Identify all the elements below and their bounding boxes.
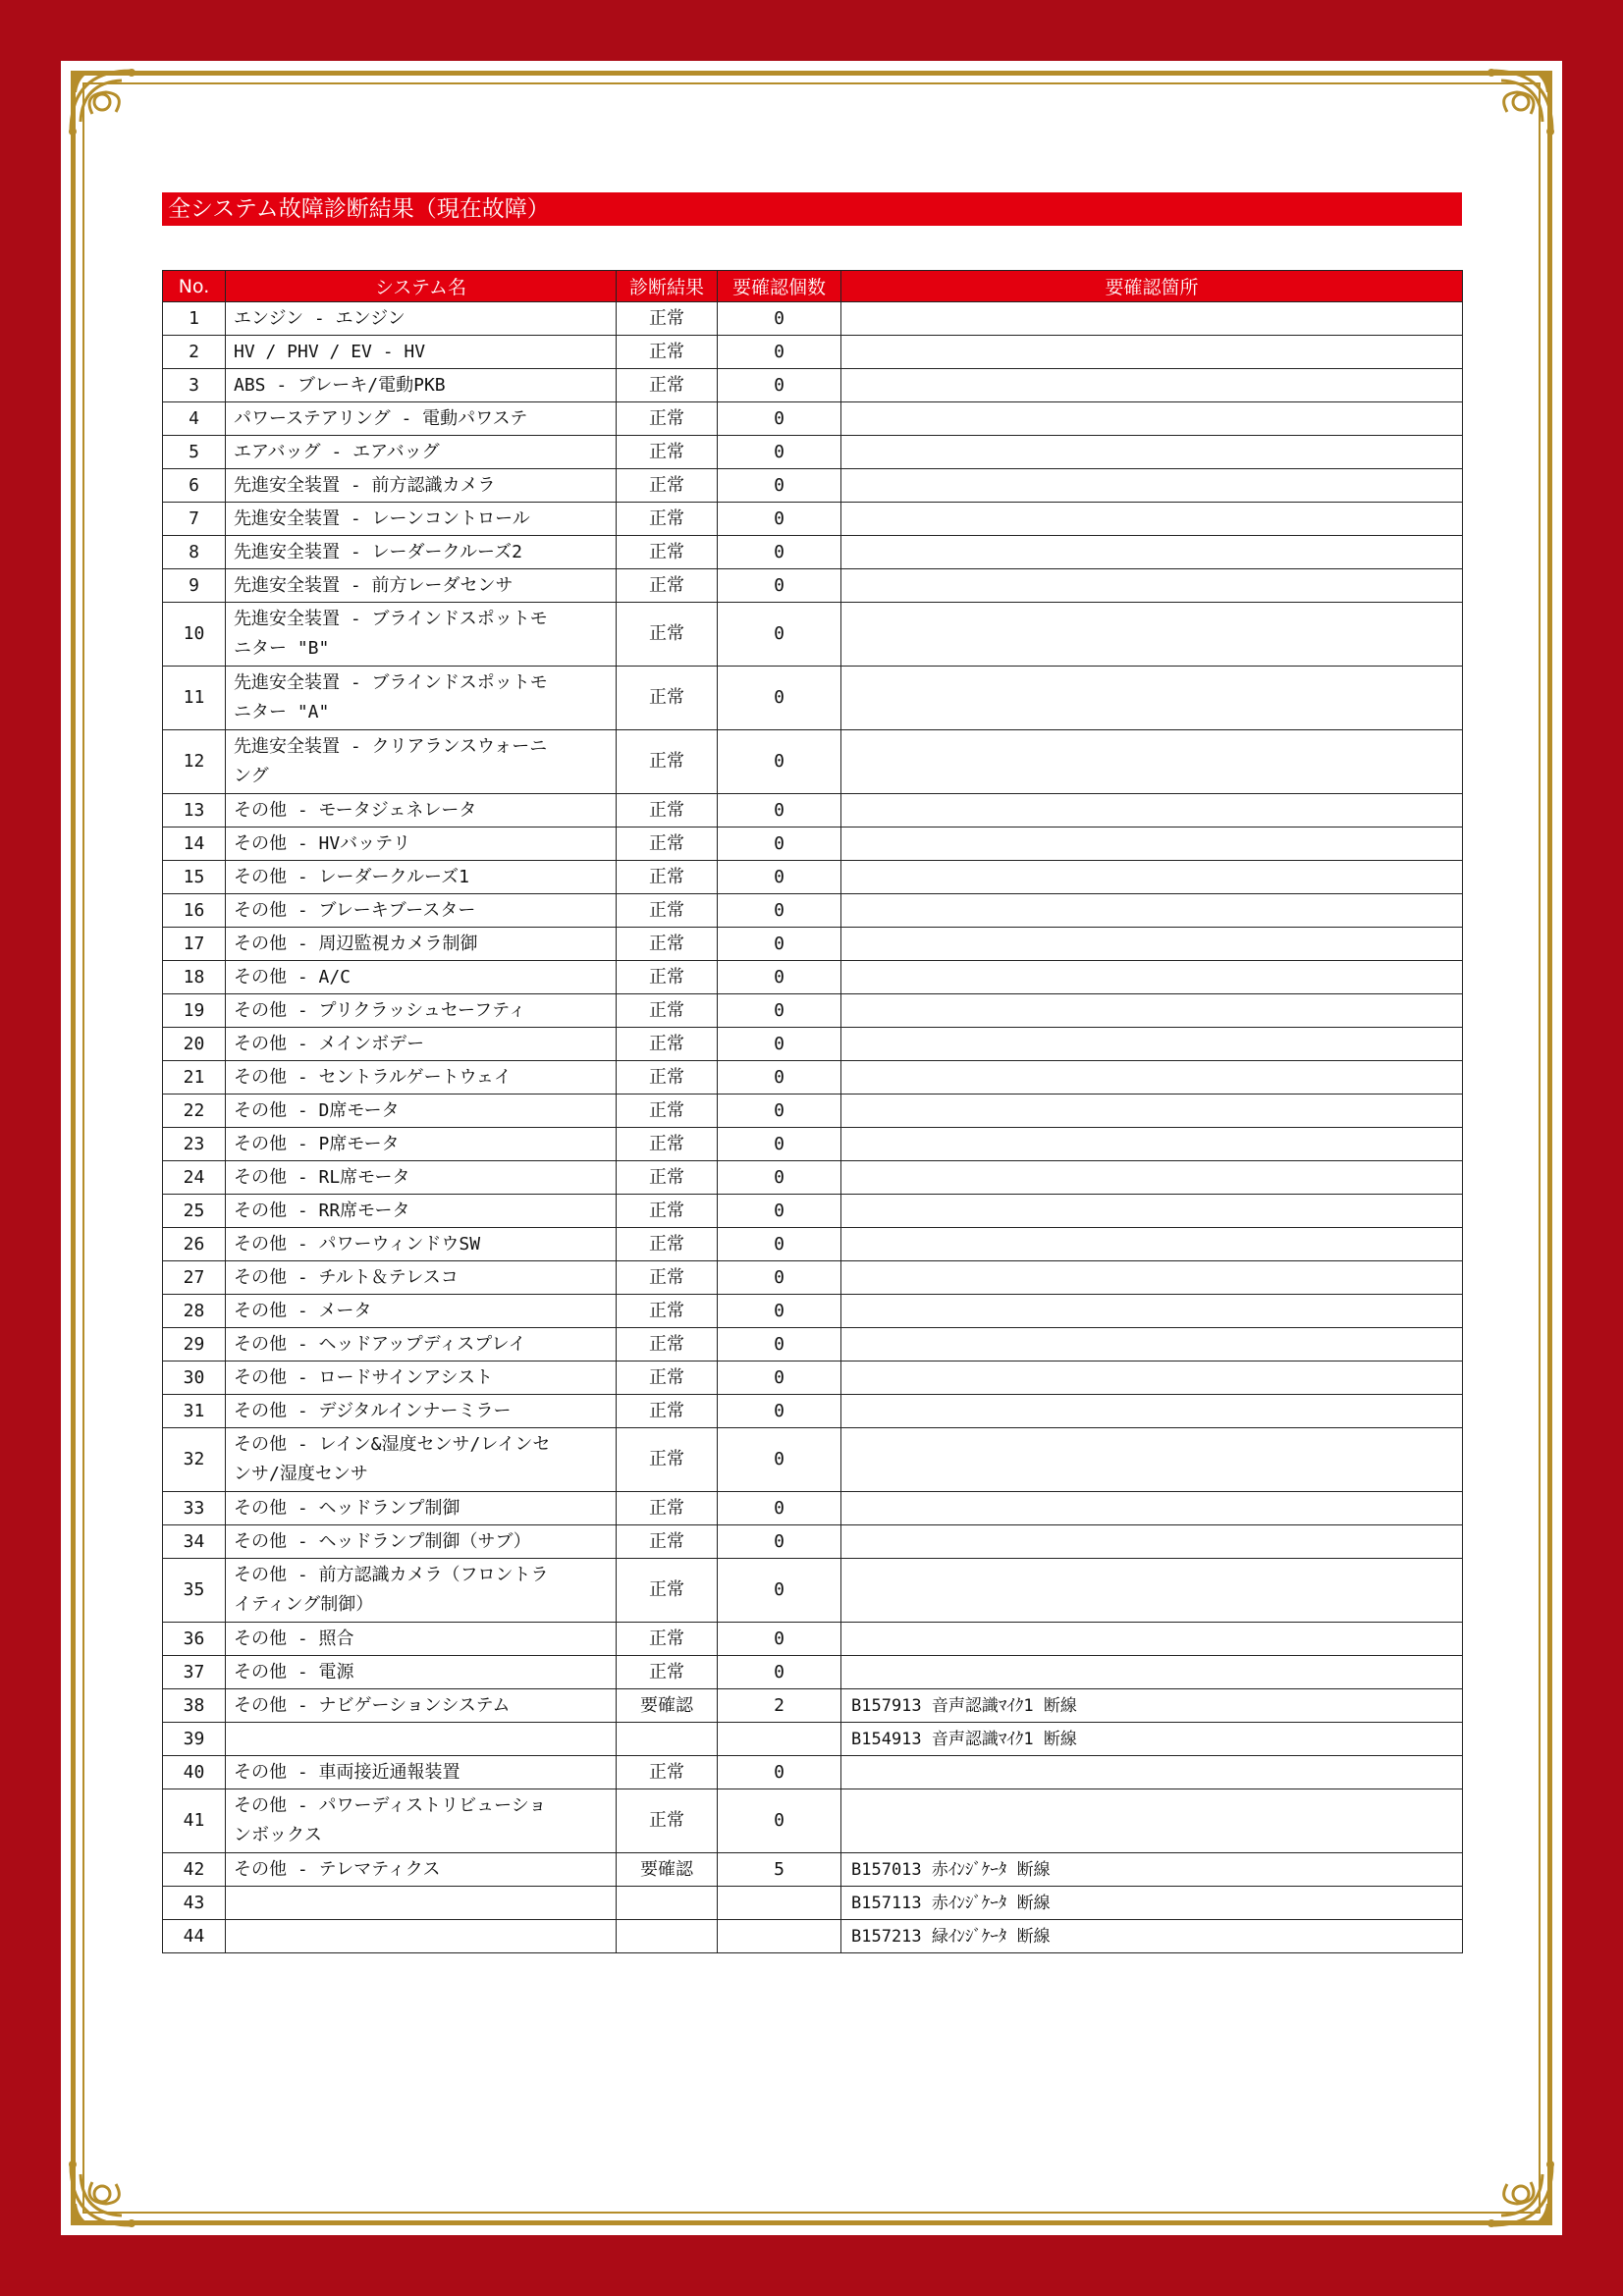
- table-row: [163, 1920, 1463, 1953]
- row-number: 1: [163, 302, 226, 336]
- check-count-cell: 0: [718, 1623, 841, 1656]
- result-cell: 正常: [617, 1061, 718, 1095]
- check-count-cell: 0: [718, 1559, 841, 1623]
- check-count-cell: 0: [718, 336, 841, 369]
- check-count-cell: 0: [718, 730, 841, 794]
- system-name-cell: 先進安全装置 - ブラインドスポットモ ニター "A": [226, 667, 617, 730]
- result-cell: 正常: [617, 503, 718, 536]
- check-location-cell: [841, 794, 1463, 828]
- check-location-cell: B157013 赤ｲﾝｼﾞｹｰﾀ 断線: [841, 1853, 1463, 1887]
- check-location-cell: [841, 1195, 1463, 1228]
- table-row: [163, 1756, 1463, 1789]
- check-location-cell: [841, 536, 1463, 569]
- system-name-cell: ABS - ブレーキ/電動PKB: [226, 369, 617, 402]
- check-location-cell: [841, 1362, 1463, 1395]
- check-location-cell: [841, 1095, 1463, 1128]
- table-row: [163, 828, 1463, 861]
- row-number: 9: [163, 569, 226, 603]
- row-number: 21: [163, 1061, 226, 1095]
- result-cell: 正常: [617, 1161, 718, 1195]
- system-name-cell: その他 - ロードサインアシスト: [226, 1362, 617, 1395]
- system-name-cell: その他 - RL席モータ: [226, 1161, 617, 1195]
- ornament-corner-icon: [63, 63, 157, 157]
- system-name-cell: エアバッグ - エアバッグ: [226, 436, 617, 469]
- row-number: 35: [163, 1559, 226, 1623]
- table-row: [163, 928, 1463, 961]
- check-count-cell: 0: [718, 402, 841, 436]
- check-location-cell: [841, 730, 1463, 794]
- check-location-cell: [841, 1428, 1463, 1492]
- result-cell: 正常: [617, 1492, 718, 1525]
- table-row: [163, 794, 1463, 828]
- result-cell: 正常: [617, 828, 718, 861]
- check-location-cell: [841, 302, 1463, 336]
- result-cell: 正常: [617, 794, 718, 828]
- row-number: 15: [163, 861, 226, 894]
- system-name-cell: [226, 1887, 617, 1920]
- table-row: [163, 1128, 1463, 1161]
- table-body: [163, 302, 1463, 1953]
- table-row: [163, 1656, 1463, 1689]
- system-name-cell: その他 - ヘッドランプ制御（サブ）: [226, 1525, 617, 1559]
- table-row: [163, 994, 1463, 1028]
- table-row: [163, 1395, 1463, 1428]
- check-location-cell: [841, 1028, 1463, 1061]
- table-row: [163, 503, 1463, 536]
- row-number: 31: [163, 1395, 226, 1428]
- row-number: 24: [163, 1161, 226, 1195]
- check-count-cell: 0: [718, 1789, 841, 1853]
- row-number: 26: [163, 1228, 226, 1261]
- result-cell: 正常: [617, 1362, 718, 1395]
- result-cell: 正常: [617, 1195, 718, 1228]
- table-row: [163, 1061, 1463, 1095]
- result-cell: 正常: [617, 469, 718, 503]
- result-cell: 正常: [617, 928, 718, 961]
- row-number: 39: [163, 1723, 226, 1756]
- table-row: [163, 336, 1463, 369]
- table-row: [163, 861, 1463, 894]
- table-row: [163, 1362, 1463, 1395]
- result-cell: 正常: [617, 1525, 718, 1559]
- table-row: [163, 1228, 1463, 1261]
- table-row: [163, 1853, 1463, 1887]
- row-number: 30: [163, 1362, 226, 1395]
- check-count-cell: 0: [718, 569, 841, 603]
- row-number: 6: [163, 469, 226, 503]
- check-location-cell: B157913 音声認識ﾏｲｸ1 断線: [841, 1689, 1463, 1723]
- table-row: [163, 894, 1463, 928]
- check-location-cell: [841, 1525, 1463, 1559]
- row-number: 25: [163, 1195, 226, 1228]
- result-cell: 正常: [617, 1789, 718, 1853]
- system-name-cell: その他 - 車両接近通報装置: [226, 1756, 617, 1789]
- row-number: 28: [163, 1295, 226, 1328]
- table-row: [163, 569, 1463, 603]
- result-cell: 正常: [617, 961, 718, 994]
- result-cell: [617, 1723, 718, 1756]
- row-number: 27: [163, 1261, 226, 1295]
- table-row: [163, 1789, 1463, 1853]
- header-no: No.: [163, 271, 226, 302]
- check-location-cell: [841, 1161, 1463, 1195]
- system-name-cell: その他 - メインボデー: [226, 1028, 617, 1061]
- check-location-cell: [841, 667, 1463, 730]
- result-cell: 正常: [617, 1328, 718, 1362]
- page-title: 全システム故障診断結果（現在故障）: [162, 192, 1462, 226]
- system-name-cell: その他 - パワーウィンドウSW: [226, 1228, 617, 1261]
- check-location-cell: B157113 赤ｲﾝｼﾞｹｰﾀ 断線: [841, 1887, 1463, 1920]
- row-number: 29: [163, 1328, 226, 1362]
- check-location-cell: B157213 緑ｲﾝｼﾞｹｰﾀ 断線: [841, 1920, 1463, 1953]
- check-location-cell: [841, 469, 1463, 503]
- table-row: [163, 1623, 1463, 1656]
- table-row: [163, 369, 1463, 402]
- row-number: 32: [163, 1428, 226, 1492]
- system-name-cell: その他 - レイン&湿度センサ/レインセ ンサ/湿度センサ: [226, 1428, 617, 1492]
- row-number: 2: [163, 336, 226, 369]
- check-location-cell: [841, 828, 1463, 861]
- table-row: [163, 1428, 1463, 1492]
- table-row: [163, 1887, 1463, 1920]
- result-cell: 正常: [617, 302, 718, 336]
- check-location-cell: [841, 1492, 1463, 1525]
- check-count-cell: 0: [718, 1656, 841, 1689]
- system-name-cell: その他 - ヘッドアップディスプレイ: [226, 1328, 617, 1362]
- check-location-cell: [841, 402, 1463, 436]
- check-location-cell: [841, 894, 1463, 928]
- check-location-cell: [841, 336, 1463, 369]
- system-name-cell: その他 - メータ: [226, 1295, 617, 1328]
- check-location-cell: [841, 961, 1463, 994]
- table-row: [163, 1028, 1463, 1061]
- check-location-cell: [841, 1328, 1463, 1362]
- row-number: 13: [163, 794, 226, 828]
- system-name-cell: その他 - P席モータ: [226, 1128, 617, 1161]
- row-number: 38: [163, 1689, 226, 1723]
- check-count-cell: 5: [718, 1853, 841, 1887]
- check-count-cell: 0: [718, 1328, 841, 1362]
- check-count-cell: 0: [718, 369, 841, 402]
- result-cell: 正常: [617, 667, 718, 730]
- result-cell: 要確認: [617, 1853, 718, 1887]
- result-cell: 正常: [617, 1261, 718, 1295]
- result-cell: 正常: [617, 1228, 718, 1261]
- header-system-name: システム名: [226, 271, 617, 302]
- check-location-cell: [841, 1789, 1463, 1853]
- check-count-cell: 0: [718, 1525, 841, 1559]
- result-cell: 正常: [617, 1623, 718, 1656]
- system-name-cell: 先進安全装置 - レーダークルーズ2: [226, 536, 617, 569]
- result-cell: 正常: [617, 1095, 718, 1128]
- table-row: [163, 1492, 1463, 1525]
- result-cell: 正常: [617, 402, 718, 436]
- system-name-cell: その他 - レーダークルーズ1: [226, 861, 617, 894]
- row-number: 14: [163, 828, 226, 861]
- check-count-cell: 0: [718, 1395, 841, 1428]
- row-number: 10: [163, 603, 226, 667]
- check-location-cell: [841, 1395, 1463, 1428]
- table-row: [163, 1328, 1463, 1362]
- check-count-cell: 0: [718, 828, 841, 861]
- system-name-cell: その他 - RR席モータ: [226, 1195, 617, 1228]
- result-cell: 正常: [617, 1756, 718, 1789]
- diagnosis-table: [162, 270, 1463, 1953]
- header-check-count: 要確認個数: [718, 271, 841, 302]
- table-row: [163, 469, 1463, 503]
- table-row: [163, 302, 1463, 336]
- check-count-cell: 0: [718, 1228, 841, 1261]
- result-cell: 正常: [617, 603, 718, 667]
- system-name-cell: 先進安全装置 - レーンコントロール: [226, 503, 617, 536]
- row-number: 37: [163, 1656, 226, 1689]
- row-number: 41: [163, 1789, 226, 1853]
- system-name-cell: その他 - パワーディストリビューショ ンボックス: [226, 1789, 617, 1853]
- table-row: [163, 667, 1463, 730]
- header-result: 診断結果: [617, 271, 718, 302]
- result-cell: 正常: [617, 994, 718, 1028]
- check-location-cell: [841, 994, 1463, 1028]
- check-location-cell: [841, 861, 1463, 894]
- check-count-cell: 0: [718, 536, 841, 569]
- row-number: 5: [163, 436, 226, 469]
- system-name-cell: その他 - プリクラッシュセーフティ: [226, 994, 617, 1028]
- check-count-cell: 0: [718, 302, 841, 336]
- table-row: [163, 1095, 1463, 1128]
- ornament-corner-icon: [63, 2139, 157, 2233]
- check-count-cell: [718, 1887, 841, 1920]
- row-number: 42: [163, 1853, 226, 1887]
- table-row: [163, 1559, 1463, 1623]
- result-cell: 正常: [617, 1428, 718, 1492]
- system-name-cell: その他 - 照合: [226, 1623, 617, 1656]
- table-row: [163, 436, 1463, 469]
- check-count-cell: 0: [718, 1161, 841, 1195]
- result-cell: 正常: [617, 1128, 718, 1161]
- system-name-cell: その他 - モータジェネレータ: [226, 794, 617, 828]
- row-number: 44: [163, 1920, 226, 1953]
- check-location-cell: [841, 1656, 1463, 1689]
- row-number: 43: [163, 1887, 226, 1920]
- system-name-cell: パワーステアリング - 電動パワステ: [226, 402, 617, 436]
- check-location-cell: [841, 1261, 1463, 1295]
- row-number: 17: [163, 928, 226, 961]
- check-location-cell: [841, 436, 1463, 469]
- system-name-cell: その他 - テレマティクス: [226, 1853, 617, 1887]
- check-count-cell: 0: [718, 1492, 841, 1525]
- table-row: [163, 730, 1463, 794]
- check-location-cell: [841, 1559, 1463, 1623]
- check-count-cell: 0: [718, 603, 841, 667]
- system-name-cell: 先進安全装置 - ブラインドスポットモ ニター "B": [226, 603, 617, 667]
- row-number: 16: [163, 894, 226, 928]
- check-count-cell: 0: [718, 1428, 841, 1492]
- report-page: [61, 61, 1562, 2235]
- check-location-cell: [841, 603, 1463, 667]
- table-row: [163, 402, 1463, 436]
- ornament-corner-icon: [1466, 2139, 1560, 2233]
- check-count-cell: 0: [718, 794, 841, 828]
- row-number: 19: [163, 994, 226, 1028]
- check-count-cell: 0: [718, 1362, 841, 1395]
- table-row: [163, 536, 1463, 569]
- row-number: 33: [163, 1492, 226, 1525]
- result-cell: [617, 1887, 718, 1920]
- system-name-cell: その他 - チルト＆テレスコ: [226, 1261, 617, 1295]
- check-count-cell: 0: [718, 469, 841, 503]
- check-location-cell: [841, 1623, 1463, 1656]
- system-name-cell: その他 - 電源: [226, 1656, 617, 1689]
- row-number: 22: [163, 1095, 226, 1128]
- check-count-cell: 0: [718, 928, 841, 961]
- check-count-cell: 0: [718, 1095, 841, 1128]
- system-name-cell: 先進安全装置 - 前方認識カメラ: [226, 469, 617, 503]
- check-location-cell: [841, 1756, 1463, 1789]
- system-name-cell: その他 - HVバッテリ: [226, 828, 617, 861]
- system-name-cell: その他 - セントラルゲートウェイ: [226, 1061, 617, 1095]
- row-number: 8: [163, 536, 226, 569]
- header-check-location: 要確認箇所: [841, 271, 1463, 302]
- check-location-cell: [841, 369, 1463, 402]
- row-number: 4: [163, 402, 226, 436]
- table-header-row: [163, 271, 1463, 302]
- check-count-cell: 0: [718, 1195, 841, 1228]
- result-cell: 正常: [617, 1559, 718, 1623]
- system-name-cell: その他 - A/C: [226, 961, 617, 994]
- check-count-cell: 0: [718, 667, 841, 730]
- check-count-cell: 0: [718, 894, 841, 928]
- result-cell: [617, 1920, 718, 1953]
- check-location-cell: [841, 1295, 1463, 1328]
- table-row: [163, 1295, 1463, 1328]
- check-count-cell: 2: [718, 1689, 841, 1723]
- system-name-cell: [226, 1723, 617, 1756]
- system-name-cell: [226, 1920, 617, 1953]
- check-location-cell: [841, 1128, 1463, 1161]
- system-name-cell: その他 - デジタルインナーミラー: [226, 1395, 617, 1428]
- table-row: [163, 1261, 1463, 1295]
- check-count-cell: 0: [718, 961, 841, 994]
- result-cell: 正常: [617, 569, 718, 603]
- result-cell: 正常: [617, 894, 718, 928]
- check-count-cell: [718, 1920, 841, 1953]
- row-number: 40: [163, 1756, 226, 1789]
- system-name-cell: その他 - ヘッドランプ制御: [226, 1492, 617, 1525]
- check-location-cell: [841, 1228, 1463, 1261]
- check-count-cell: 0: [718, 1295, 841, 1328]
- row-number: 3: [163, 369, 226, 402]
- check-location-cell: [841, 928, 1463, 961]
- row-number: 36: [163, 1623, 226, 1656]
- system-name-cell: 先進安全装置 - クリアランスウォーニ ング: [226, 730, 617, 794]
- system-name-cell: エンジン - エンジン: [226, 302, 617, 336]
- check-location-cell: [841, 1061, 1463, 1095]
- row-number: 34: [163, 1525, 226, 1559]
- check-count-cell: 0: [718, 1028, 841, 1061]
- check-location-cell: [841, 569, 1463, 603]
- system-name-cell: 先進安全装置 - 前方レーダセンサ: [226, 569, 617, 603]
- table-row: [163, 1161, 1463, 1195]
- check-location-cell: B154913 音声認識ﾏｲｸ1 断線: [841, 1723, 1463, 1756]
- row-number: 11: [163, 667, 226, 730]
- result-cell: 正常: [617, 1395, 718, 1428]
- row-number: 12: [163, 730, 226, 794]
- check-count-cell: 0: [718, 1061, 841, 1095]
- table-row: [163, 961, 1463, 994]
- result-cell: 正常: [617, 1028, 718, 1061]
- result-cell: 正常: [617, 336, 718, 369]
- row-number: 23: [163, 1128, 226, 1161]
- check-location-cell: [841, 503, 1463, 536]
- check-count-cell: 0: [718, 1261, 841, 1295]
- ornament-corner-icon: [1466, 63, 1560, 157]
- table-row: [163, 1195, 1463, 1228]
- system-name-cell: その他 - ナビゲーションシステム: [226, 1689, 617, 1723]
- system-name-cell: HV / PHV / EV - HV: [226, 336, 617, 369]
- check-count-cell: 0: [718, 1128, 841, 1161]
- result-cell: 正常: [617, 861, 718, 894]
- result-cell: 正常: [617, 1656, 718, 1689]
- system-name-cell: その他 - 前方認識カメラ（フロントラ イティング制御）: [226, 1559, 617, 1623]
- check-count-cell: [718, 1723, 841, 1756]
- table-row: [163, 603, 1463, 667]
- system-name-cell: その他 - D席モータ: [226, 1095, 617, 1128]
- result-cell: 要確認: [617, 1689, 718, 1723]
- system-name-cell: その他 - 周辺監視カメラ制御: [226, 928, 617, 961]
- check-count-cell: 0: [718, 503, 841, 536]
- table-row: [163, 1525, 1463, 1559]
- result-cell: 正常: [617, 1295, 718, 1328]
- check-count-cell: 0: [718, 994, 841, 1028]
- check-count-cell: 0: [718, 436, 841, 469]
- result-cell: 正常: [617, 536, 718, 569]
- check-count-cell: 0: [718, 861, 841, 894]
- result-cell: 正常: [617, 369, 718, 402]
- table-row: [163, 1689, 1463, 1723]
- result-cell: 正常: [617, 730, 718, 794]
- system-name-cell: その他 - ブレーキブースター: [226, 894, 617, 928]
- check-count-cell: 0: [718, 1756, 841, 1789]
- result-cell: 正常: [617, 436, 718, 469]
- row-number: 7: [163, 503, 226, 536]
- row-number: 18: [163, 961, 226, 994]
- table-row: [163, 1723, 1463, 1756]
- row-number: 20: [163, 1028, 226, 1061]
